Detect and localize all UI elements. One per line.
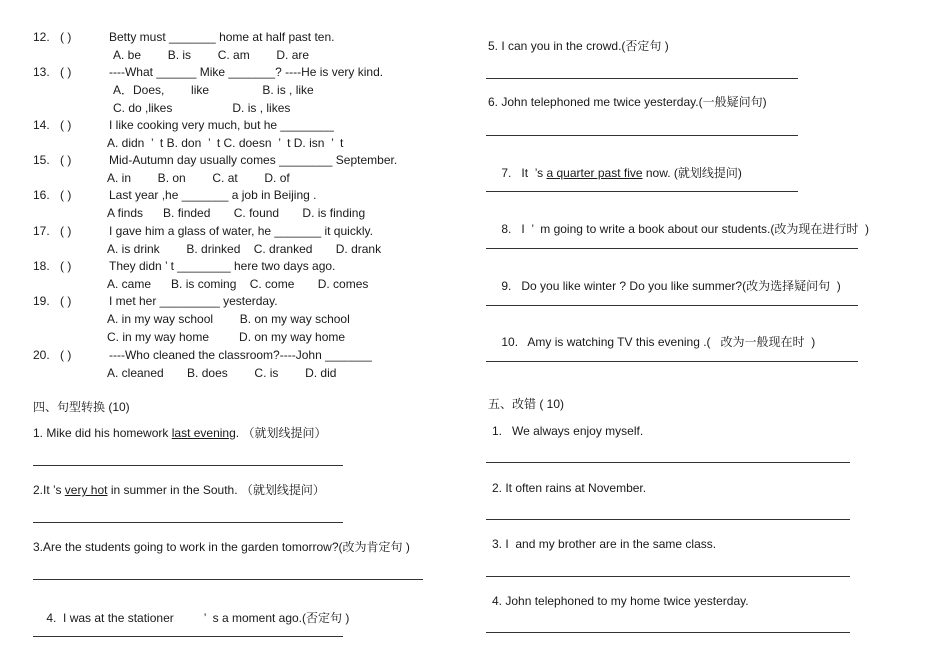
answer-line[interactable] (33, 522, 343, 523)
answer-line[interactable] (486, 135, 798, 136)
question-options: A. in B. on C. at D. of (107, 171, 290, 185)
answer-line[interactable] (486, 576, 850, 577)
item-text: 1. Mike did his homework (33, 426, 172, 440)
transform-item-5 (488, 39, 669, 53)
question-options: A. be B. is C. am D. are (113, 48, 310, 62)
question-text: I met her _________ yesterday. (109, 294, 278, 308)
answer-line[interactable] (486, 305, 858, 306)
item-text: 3.Are the students going to work in the garden tomorrow?(改为肯定句 ) (33, 540, 410, 554)
question-number: 12. (33, 30, 50, 44)
question-text: ----What ______ Mike _______? ----He is very kind. (109, 65, 384, 79)
transform-item-10 (488, 321, 815, 363)
answer-blank: ( ) (60, 188, 72, 202)
answer-line[interactable] (486, 78, 798, 79)
transform-item-1 (33, 426, 326, 440)
question-number: 19. (33, 294, 50, 308)
answer-line[interactable] (486, 191, 798, 192)
item-text: 5. I can you in the crowd.(否定句 ) (488, 39, 669, 53)
item-text: 10. Amy is watching TV this evening .( 改为一般现在时 ) (501, 335, 816, 349)
question-options: A. in my way school B. on my way school (107, 312, 350, 326)
item-text: 2.It ’s (33, 483, 65, 497)
answer-blank: ( ) (60, 348, 72, 362)
question-number: 16. (33, 188, 50, 202)
answer-line[interactable] (486, 462, 850, 463)
transform-item-2 (33, 483, 325, 497)
transform-item-3 (33, 540, 410, 554)
item-text: 4. I was at the stationer ’ s a moment ago.(否定句 ) (46, 611, 350, 625)
answer-line[interactable] (33, 579, 423, 580)
question-text: Last year ,he _______ a job in Beijing . (109, 188, 317, 202)
question-number: 18. (33, 259, 50, 273)
answer-blank: ( ) (60, 65, 72, 79)
question-text: Betty must _______ home at half past ten. (109, 30, 335, 44)
answer-line[interactable] (486, 361, 858, 362)
question-options: A. is drink B. drinked C. dranked D. drank (107, 242, 382, 256)
question-options: C. do ,likes D. is , likes (113, 101, 291, 115)
question-options: A finds B. finded C. found D. is finding (107, 206, 366, 220)
question-options: A. cleaned B. does C. is D. did (107, 366, 337, 380)
question-text: They didn ’ t ________ here two days ago. (109, 259, 336, 273)
item-instruction: now. (就划线提问) (642, 166, 742, 180)
section-title: 五、改错 ( 10) (488, 397, 565, 411)
item-text: 9. Do you like winter ? Do you like summer?(改为选择疑问句 ) (501, 279, 841, 293)
item-text: 8. I ’ m going to write a book about our students.(改为现在进行时 ) (501, 222, 870, 236)
answer-blank: ( ) (60, 118, 72, 132)
question-text: I like cooking very much, but he ________ (109, 118, 334, 132)
question-number: 17. (33, 224, 50, 238)
answer-line[interactable] (486, 519, 850, 520)
question-options: C. in my way home D. on my way home (107, 330, 346, 344)
answer-line[interactable] (486, 248, 858, 249)
answer-blank: ( ) (60, 294, 72, 308)
question-12 (33, 30, 50, 44)
answer-blank: ( ) (60, 30, 72, 44)
question-options: A. came B. is coming C. come D. comes (107, 277, 369, 291)
error-item-4: 4. John telephoned to my home twice yesterday. (492, 594, 749, 608)
answer-blank: ( ) (60, 259, 72, 273)
transform-item-7 (488, 152, 742, 194)
underlined-text: last evening (171, 426, 236, 440)
answer-line[interactable] (33, 465, 343, 466)
item-instruction: . （就划线提问） (235, 426, 327, 440)
underlined-text: very hot (64, 483, 108, 497)
item-instruction: in summer in the South. （就划线提问） (107, 483, 325, 497)
question-text: Mid-Autumn day usually comes ________ September. (109, 153, 398, 167)
question-number: 20. (33, 348, 50, 362)
question-text: I gave him a glass of water, he _______ it quickly. (109, 224, 373, 238)
item-text: 6. John telephoned me twice yesterday.(一般疑问句) (488, 95, 767, 109)
answer-blank: ( ) (60, 224, 72, 238)
underlined-text: a quarter past five (546, 166, 643, 180)
question-text: ----Who cleaned the classroom?----John _______ (109, 348, 372, 362)
question-options: A. didn ’ t B. don ’ t C. doesn ’ t D. isn ’ t (107, 136, 344, 150)
transform-item-6 (488, 95, 767, 109)
transform-item-4 (33, 597, 349, 639)
answer-line[interactable] (33, 636, 343, 637)
question-number: 14. (33, 118, 50, 132)
error-item-1: 1. We always enjoy myself. (492, 424, 644, 438)
answer-line[interactable] (486, 632, 850, 633)
answer-blank: ( ) (60, 153, 72, 167)
question-number: 13. (33, 65, 50, 79)
item-text: 7. It ’s (501, 166, 547, 180)
error-item-3: 3. I and my brother are in the same class. (492, 537, 717, 551)
section-title: 四、句型转换 (10) (33, 400, 130, 414)
error-item-2: 2. It often rains at November. (492, 481, 647, 495)
transform-item-8 (488, 208, 869, 250)
question-number: 15. (33, 153, 50, 167)
transform-item-9 (488, 265, 841, 307)
question-options: A．Does, like B. is , like (113, 83, 314, 97)
